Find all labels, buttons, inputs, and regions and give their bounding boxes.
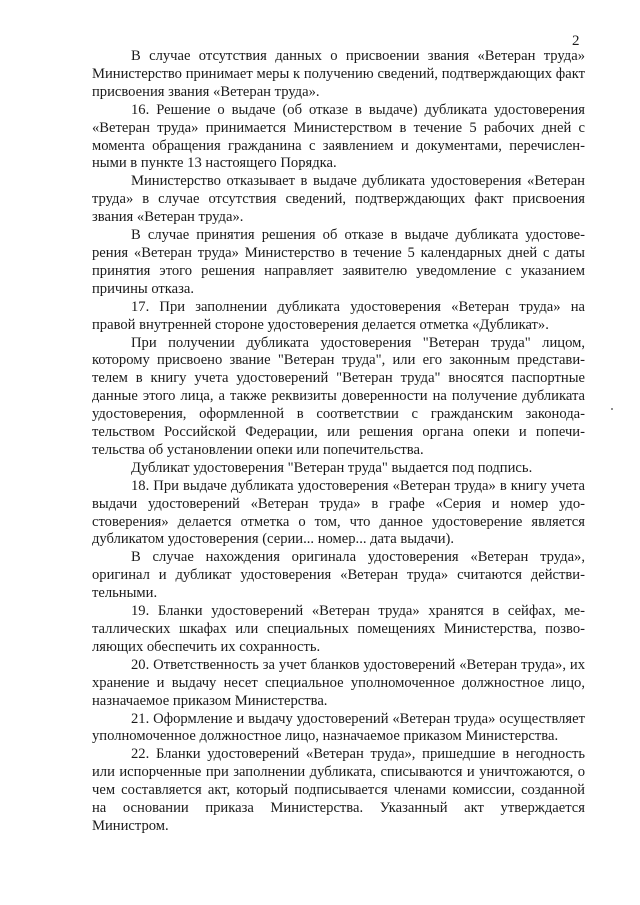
paragraph-duplicate-receipt: При получении дубликата удостоверения "Ветеран труда" лицом, которому присвоено звание "Ветеран труда", или его законным представителем в книгу учета удостоверений "Ветеран труда" вносятся паспортные данные этого лица, а также реквизиты доверенности на получение дубликата удостоверения, оформленной в соответствии с гражданским законодательством Российской Федерации, или решения органа опеки и попечительства об установлении опеки или попечительства. [92, 334, 585, 458]
paragraph-item-19: 19. Бланки удостоверений «Ветеран труда» хранятся в сейфах, металлических шкафах или специальных помещениях Министерства, позволяющих обеспечить их сохранность. [92, 603, 585, 655]
paragraph-item-17: 17. При заполнении дубликата удостоверения «Ветеран труда» на правой внутренней стороне удостоверения делается отметка «Дубликат». [92, 298, 585, 333]
page-number: 2 [572, 33, 580, 49]
paragraph-refusal-notice: В случае принятия решения об отказе в выдаче дубликата удостоверения «Ветеран труда» Министерство в течение 5 календарных дней с даты принятия этого решения направляет заявителю уведомление с указанием причины отказа. [92, 227, 585, 297]
paragraph-refusal-grounds: Министерство отказывает в выдаче дубликата удостоверения «Ветеран труда» в случае отсутствия сведений, подтверждающих факт присвоения звания «Ветеран труда». [92, 173, 585, 226]
paragraph-no-data-veteran-title: В случае отсутствия данных о присвоении звания «Ветеран труда» Министерство принимает меры к получению сведений, подтверждающих факт присвоения звания «Ветеран труда». [92, 48, 585, 100]
paragraph-item-21: 21. Оформление и выдачу удостоверений «Ветеран труда» осуществляет уполномоченное должностное лицо, назначаемое приказом Министерства. [92, 710, 585, 745]
paragraph-item-18: 18. При выдаче дубликата удостоверения «Ветеран труда» в книгу учета выдачи удостоверений «Ветеран труда» в графе «Серия и номер удостоверения» делается отметка о том, что данное удостоверение является дубликатом удостоверения (серии... номер... дата выдачи). [92, 477, 585, 548]
paragraph-original-found: В случае нахождения оригинала удостоверения «Ветеран труда», оригинал и дубликат удостоверения «Ветеран труда» считаются действительными. [92, 549, 585, 602]
paragraph-item-22: 22. Бланки удостоверений «Ветеран труда», пришедшие в негодность или испорченные при заполнении дубликата, списываются и уничтожаются, о чем составляется акт, который подписывается членами комиссии, созданной на основании приказа Министерства. Указанный акт утверждается Министром. [92, 746, 585, 834]
scan-artifact-dot [611, 408, 613, 410]
document-body [92, 48, 585, 836]
paragraph-duplicate-signature: Дубликат удостоверения "Ветеран труда" выдается под подпись. [131, 459, 533, 476]
paragraph-item-16: 16. Решение о выдаче (об отказе в выдаче) дубликата удостоверения «Ветеран труда» принимается Министерством в течение 5 рабочих дней с момента обращения гражданина с заявлением и документами, перечисленными в пункте 13 настоящего Порядка. [92, 101, 585, 172]
paragraph-item-20: 20. Ответственность за учет бланков удостоверений «Ветеран труда», их хранение и выдачу несет специальное уполномоченное должностное лицо, назначаемое приказом Министерства. [92, 656, 585, 709]
